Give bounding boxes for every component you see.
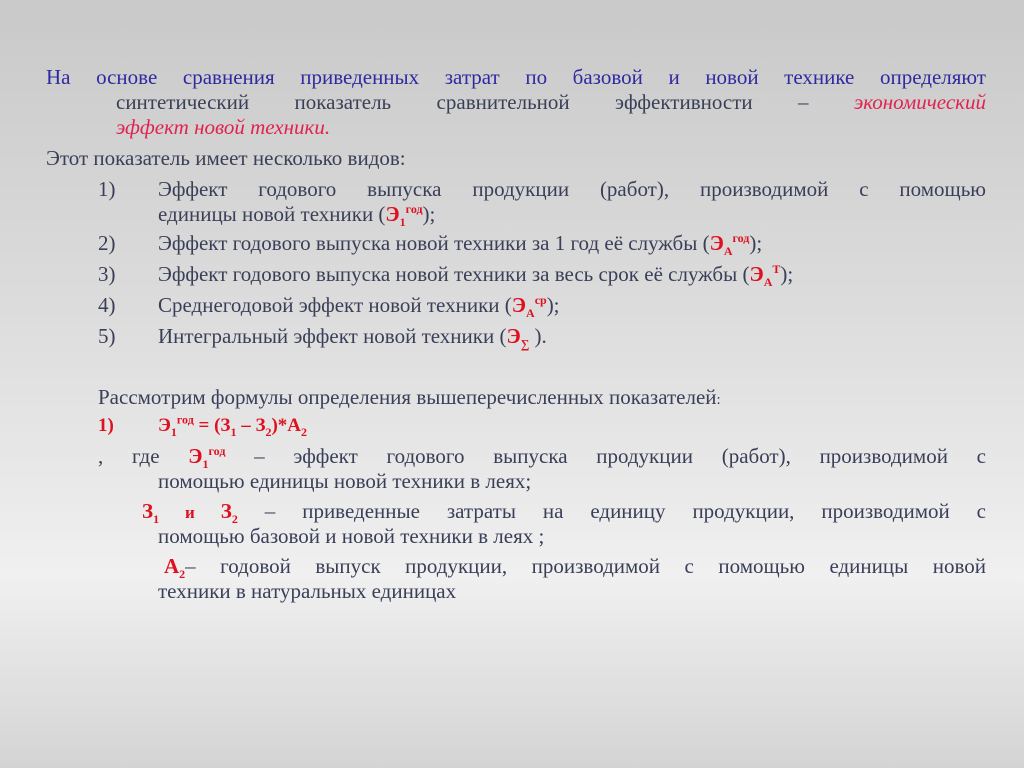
- symbol-sup: год: [208, 444, 226, 458]
- list-item-5-symbol: [506, 324, 530, 352]
- symbol-sup: Т: [772, 262, 781, 276]
- list-item-1-text-2: единицы новой техники (: [158, 202, 386, 226]
- symbol-main: Э: [511, 293, 527, 317]
- list-item-2-end: );: [749, 231, 763, 255]
- symbol-main: Э: [188, 444, 203, 468]
- formula-rhs: )*А: [271, 415, 302, 436]
- z-def-symbols: [142, 499, 238, 527]
- formula-lhs-sub: 1: [170, 424, 177, 439]
- a-def-text-2: техники в натуральных единицах: [158, 579, 457, 603]
- where-text-1: – эффект годового выпуска продукции (работ), производимой с: [225, 444, 986, 468]
- formula-equals: = (З: [193, 415, 231, 436]
- formula-z1-sub: 1: [230, 424, 237, 439]
- intro-line-2-text: синтетический показатель сравнительной эффективности –: [116, 90, 809, 114]
- list-item-1-line-1: [158, 177, 986, 201]
- z1-symbol: З: [142, 499, 154, 523]
- where-line-1: [98, 444, 986, 472]
- formula-1: [158, 414, 307, 438]
- z-def-line-2: [158, 524, 986, 548]
- formulas-heading: [98, 385, 978, 412]
- list-number-2: 2): [98, 231, 116, 255]
- z-def-text-2: помощью базовой и новой техники в леях ;: [158, 524, 545, 548]
- list-item-3-symbol: [749, 262, 781, 290]
- intro-line-2-emphasis: экономический: [853, 90, 986, 114]
- z-def-text-1: – приведенные затраты на единицу продукции, производимой с: [237, 499, 987, 523]
- formulas-heading-colon: :: [716, 392, 721, 408]
- symbol-sup: год: [732, 231, 750, 245]
- list-item-3: [158, 262, 986, 290]
- list-item-2-text: Эффект годового выпуска новой техники за 1 год её службы (: [158, 231, 710, 255]
- types-heading-text: Этот показатель имеет несколько видов:: [46, 146, 406, 170]
- z2-sub: 2: [231, 512, 238, 527]
- z1-sub: 1: [153, 512, 160, 527]
- a-def-symbol: [164, 554, 186, 582]
- list-item-1-symbol: [385, 202, 423, 230]
- list-item-4: [158, 293, 986, 321]
- formulas-heading-text: Рассмотрим формулы определения вышеперечисленных показателей: [98, 385, 717, 409]
- where-line-2: [158, 469, 986, 493]
- intro-line-3-emphasis: эффект новой техники.: [116, 115, 331, 139]
- list-item-2-symbol: [709, 231, 750, 259]
- list-item-4-symbol: [511, 293, 547, 321]
- list-item-4-text: Среднегодовой эффект новой техники (: [158, 293, 512, 317]
- list-item-5-end: ).: [529, 324, 547, 348]
- symbol-sub: 1: [399, 215, 406, 230]
- symbol-sub: А: [723, 244, 733, 259]
- where-text-2: помощью единицы новой техники в леях;: [158, 469, 532, 493]
- list-number-4: 4): [98, 293, 116, 317]
- list-item-3-text: Эффект годового выпуска новой техники за весь срок её службы (: [158, 262, 750, 286]
- formula-lhs-symbol: Э: [158, 415, 171, 436]
- formula-a-sub: 2: [301, 424, 308, 439]
- intro-line-2: [116, 90, 986, 114]
- where-prefix: , где: [98, 444, 189, 468]
- a-def-line-2: [158, 579, 986, 603]
- symbol-main: Э: [749, 262, 764, 286]
- types-heading: [46, 146, 946, 170]
- list-item-5: [158, 324, 986, 352]
- list-item-1-line-2: [158, 202, 986, 230]
- a-def-text-1: – годовой выпуск продукции, производимой с помощью единицы новой: [185, 554, 986, 578]
- list-item-4-end: );: [546, 293, 560, 317]
- list-item-5-text: Интегральный эффект новой техники (: [158, 324, 507, 348]
- formula-minus: – З: [236, 415, 266, 436]
- a-def-line-1: [164, 554, 986, 582]
- symbol-sub: ∑: [520, 337, 530, 352]
- symbol-sub: 1: [202, 457, 209, 472]
- intro-line-1: [46, 65, 986, 89]
- formula-lhs-sup: год: [176, 412, 194, 427]
- symbol-sub: А: [763, 275, 773, 290]
- z-and: и: [159, 503, 221, 522]
- list-item-1-text-1: Эффект годового выпуска продукции (работ), производимой с помощью: [158, 177, 986, 201]
- a2-sub: 2: [179, 567, 186, 582]
- symbol-sup: год: [405, 202, 423, 216]
- list-item-1-end: );: [422, 202, 436, 226]
- list-number-1: 1): [98, 177, 116, 201]
- z2-symbol: З: [220, 499, 232, 523]
- list-number-3: 3): [98, 262, 116, 286]
- symbol-main: Э: [709, 231, 724, 255]
- z-def-line-1: [142, 499, 986, 525]
- list-item-2: [158, 231, 986, 259]
- intro-line-3: [116, 115, 986, 139]
- a2-symbol: А: [164, 554, 180, 578]
- formula-number: 1): [98, 415, 114, 436]
- formula-z2-sub: 2: [265, 424, 272, 439]
- symbol-main: Э: [506, 324, 521, 348]
- intro-line-1-text: На основе сравнения приведенных затрат по базовой и новой технике определяют: [46, 65, 986, 89]
- symbol-sup: ср: [534, 293, 547, 307]
- symbol-main: Э: [385, 202, 400, 226]
- symbol-sub: А: [526, 306, 535, 321]
- list-number-5: 5): [98, 324, 116, 348]
- where-symbol: [188, 444, 226, 472]
- list-item-3-end: );: [780, 262, 794, 286]
